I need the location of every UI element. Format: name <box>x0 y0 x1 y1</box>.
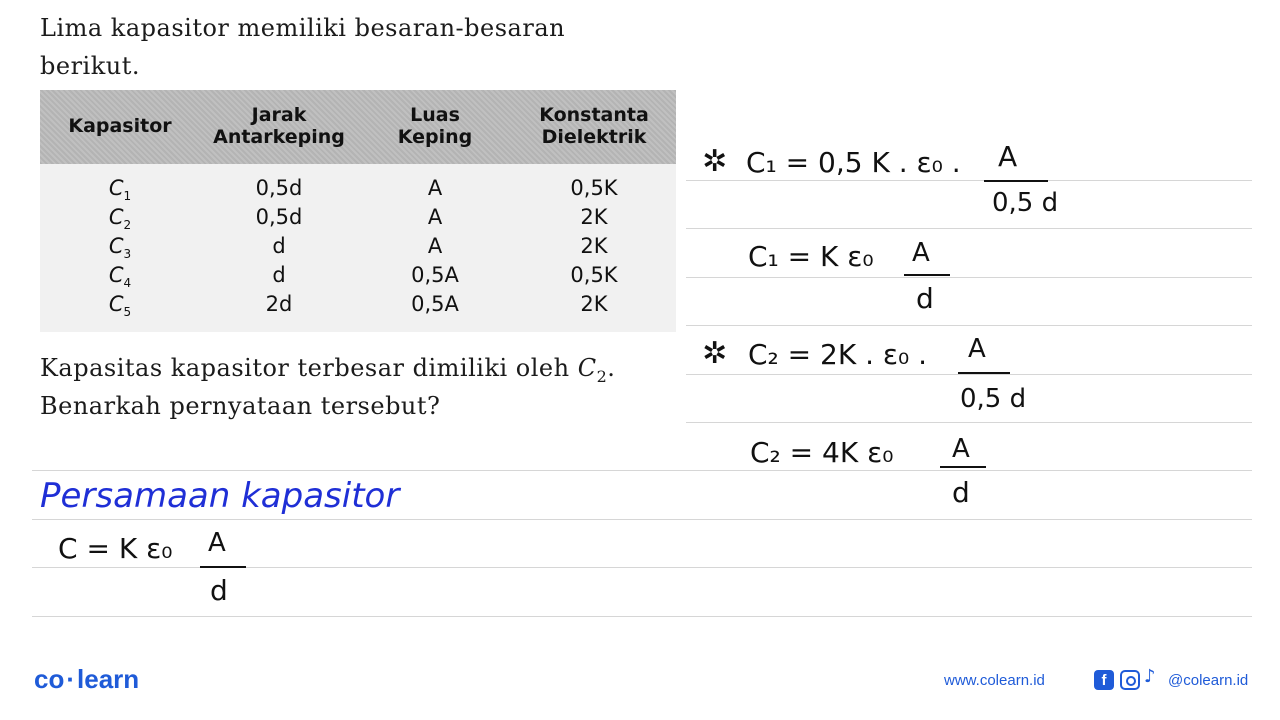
formula-numerator: A <box>208 528 226 558</box>
table-cell-kapasitor: $C_5$ <box>108 292 132 320</box>
formula-denominator: d <box>210 574 228 607</box>
ruled-line <box>686 374 1252 375</box>
formula-lhs: C = K ε₀ <box>58 532 173 565</box>
c2-step1-lhs: C₂ = 2K . ε₀ . <box>748 338 928 371</box>
table-cell-jarak: d <box>272 263 286 287</box>
ruled-line <box>686 325 1252 326</box>
instagram-icon[interactable] <box>1120 670 1140 690</box>
question-var: C <box>577 354 597 382</box>
question-line-3: Kapasitas kapasitor terbesar dimiliki oleh $C_2$. <box>40 354 616 386</box>
table-cell-luas: A <box>427 176 443 200</box>
c1-step1-lhs: C₁ = 0,5 K . ε₀ . <box>746 146 961 179</box>
table-header <box>40 90 676 164</box>
ruled-line <box>686 180 1252 181</box>
fraction-bar <box>904 274 950 276</box>
tiktok-icon[interactable]: ♪ <box>1144 666 1156 687</box>
ruled-line <box>32 519 1252 520</box>
ruled-line <box>686 277 1252 278</box>
table-cell-kapasitor: $C_4$ <box>108 263 132 291</box>
table-cell-konst: 2K <box>580 205 608 229</box>
table-cell-luas: A <box>427 205 443 229</box>
fraction-bar <box>984 180 1048 182</box>
header-kapasitor: Kapasitor <box>68 115 172 138</box>
c1-step2-denominator: d <box>916 282 934 315</box>
table-cell-konst: 0,5K <box>570 176 618 200</box>
table-cell-luas: A <box>427 234 443 258</box>
star-icon: ✲ <box>702 144 728 179</box>
star-icon: ✲ <box>702 336 728 371</box>
header-konstanta: Konstanta Dielektrik <box>539 104 649 148</box>
fraction-bar <box>200 566 246 568</box>
website-link[interactable]: www.colearn.id <box>944 672 1045 689</box>
table-cell-luas: 0,5A <box>411 292 459 316</box>
ruled-line <box>686 422 1252 423</box>
c1-step2-numerator: A <box>912 238 930 268</box>
notes-title: Persamaan kapasitor <box>40 476 400 516</box>
table-cell-jarak: 2d <box>265 292 293 316</box>
ruled-line <box>32 616 1252 617</box>
fraction-bar <box>940 466 986 468</box>
c1-step2-lhs: C₁ = K ε₀ <box>748 240 874 273</box>
table-cell-konst: 2K <box>580 292 608 316</box>
question-line-4: Benarkah pernyataan tersebut? <box>40 392 441 420</box>
fraction-bar <box>958 372 1010 374</box>
question-line-1: Lima kapasitor memiliki besaran-besaran <box>40 14 566 42</box>
table-cell-jarak: d <box>272 234 286 258</box>
facebook-icon[interactable]: f <box>1094 670 1114 690</box>
header-luas: Luas Keping <box>397 104 473 148</box>
table-cell-kapasitor: $C_3$ <box>108 234 132 262</box>
c1-step1-denominator: 0,5 d <box>992 188 1059 218</box>
social-handle[interactable]: @colearn.id <box>1168 672 1249 689</box>
table-cell-kapasitor: $C_1$ <box>108 176 132 204</box>
table-cell-jarak: 0,5d <box>255 176 303 200</box>
c2-step2-lhs: C₂ = 4K ε₀ <box>750 436 894 469</box>
header-jarak: Jarak Antarkeping <box>213 104 345 148</box>
c1-step1-numerator: A <box>998 140 1018 173</box>
table-cell-jarak: 0,5d <box>255 205 303 229</box>
question-line-2: berikut. <box>40 52 140 80</box>
capacitor-table <box>40 90 676 332</box>
c2-step1-numerator: A <box>968 334 986 364</box>
table-cell-luas: 0,5A <box>411 263 459 287</box>
table-cell-kapasitor: $C_2$ <box>108 205 132 233</box>
brand-logo: co·learn <box>34 664 140 694</box>
table-cell-konst: 2K <box>580 234 608 258</box>
c2-step1-denominator: 0,5 d <box>960 384 1027 414</box>
table-cell-konst: 0,5K <box>570 263 618 287</box>
c2-step2-denominator: d <box>952 476 970 509</box>
ruled-line <box>686 228 1252 229</box>
ruled-line <box>32 470 1252 471</box>
c2-step2-numerator: A <box>952 434 970 464</box>
